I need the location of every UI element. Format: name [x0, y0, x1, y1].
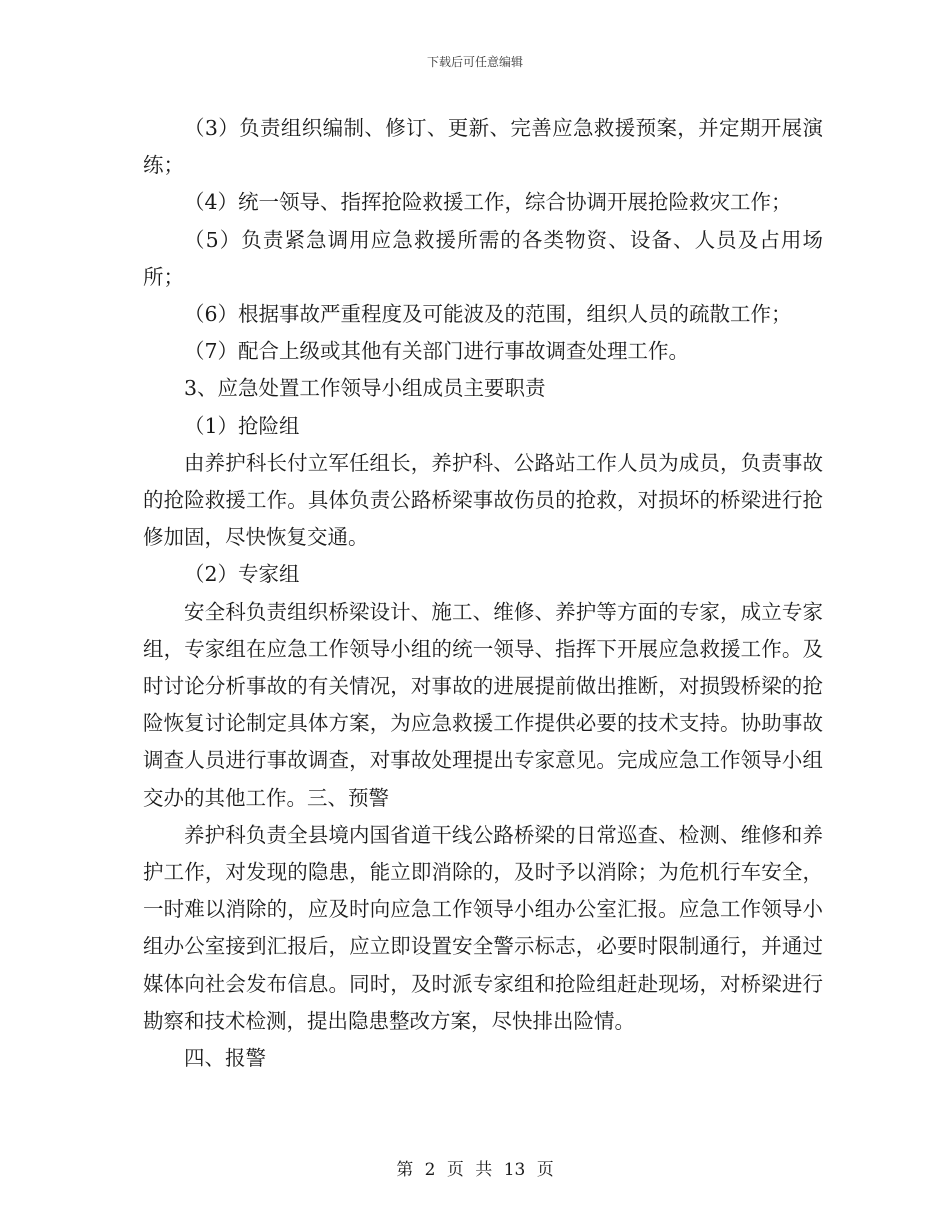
subheading-expert-team: （2）专家组	[184, 562, 300, 587]
page-number-footer: 第 2 页 共 13 页	[396, 1160, 554, 1180]
paragraph-duty-4: （4）统一领导、指挥抢险救援工作，综合协调开展抢险救灾工作；	[184, 190, 792, 215]
document-body	[143, 110, 823, 1077]
page-header: 下载后可任意编辑	[426, 55, 523, 69]
section-heading-member-duties: 3、应急处置工作领导小组成员主要职责	[184, 376, 546, 401]
subheading-rescue-team: （1）抢险组	[184, 413, 300, 438]
paragraph-duty-5: （5）负责紧急调用应急救援所需的各类物资、设备、人员及占用场所；	[143, 227, 823, 289]
paragraph-early-warning: 养护科负责全县境内国省道干线公路桥梁的日常巡查、检测、维修和养护工作，对发现的隐患，能立即消除的，及时予以消除；为危机行车安全，一时难以消除的，应及时向应急工作领导小组办公室汇报。应急工作领导小组办公室接到汇报后，应立即设置安全警示标志，必要时限制通行，并通过媒体向社会发布信息。同时，及时派专家组和抢险组赶赴现场，对桥梁进行勘察和技术检测，提出隐患整改方案，尽快排出险情。	[143, 822, 823, 1033]
paragraph-duty-6: （6）根据事故严重程度及可能波及的范围，组织人员的疏散工作；	[184, 302, 792, 327]
paragraph-duty-3: （3）负责组织编制、修订、更新、完善应急救援预案，并定期开展演练；	[143, 116, 823, 178]
section-heading-alarm: 四、报警	[184, 1046, 266, 1071]
paragraph-rescue-team: 由养护科长付立军任组长，养护科、公路站工作人员为成员，负责事故的抢险救援工作。具体负责公路桥梁事故伤员的抢救，对损坏的桥梁进行抢修加固，尽快恢复交通。	[143, 450, 823, 550]
paragraph-expert-team: 安全科负责组织桥梁设计、施工、维修、养护等方面的专家，成立专家组，专家组在应急工作领导小组的统一领导、指挥下开展应急救援工作。及时讨论分析事故的有关情况，对事故的进展提前做出推断，对损毁桥梁的抢险恢复讨论制定具体方案，为应急救援工作提供必要的技术支持。协助事故调查人员进行事故调查，对事故处理提出专家意见。完成应急工作领导小组交办的其他工作。三、预警	[143, 599, 823, 810]
paragraph-duty-7: （7）配合上级或其他有关部门进行事故调查处理工作。	[184, 339, 690, 364]
